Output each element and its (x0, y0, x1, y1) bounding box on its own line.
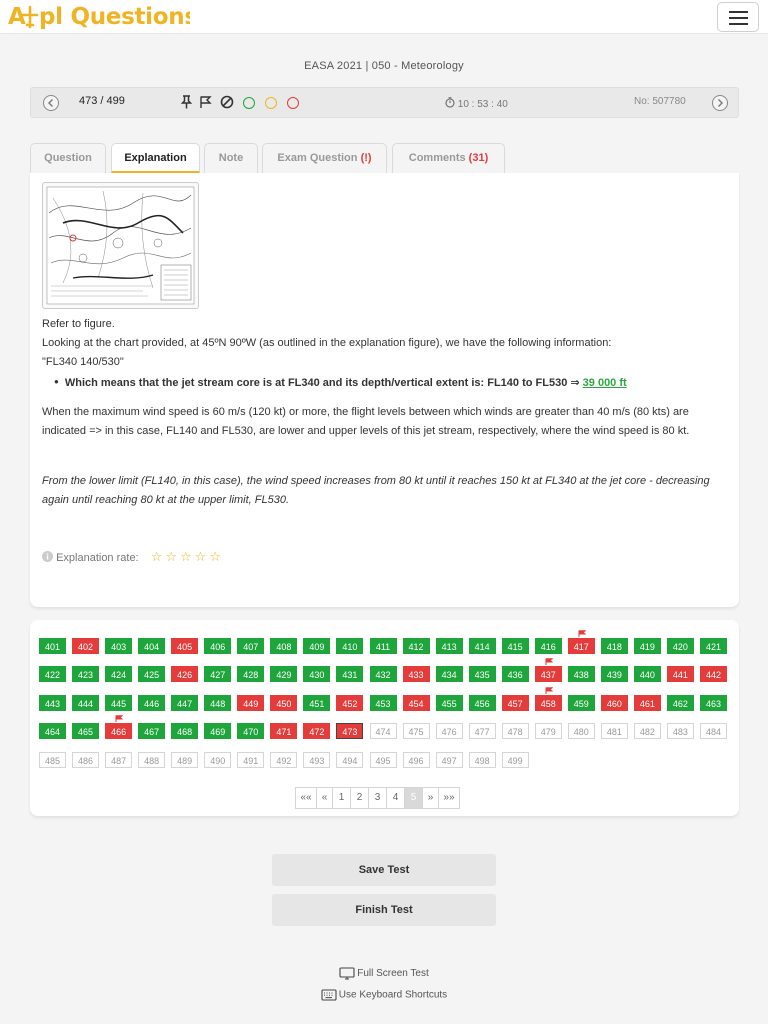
question-number-412[interactable]: 412 (403, 638, 430, 654)
top-navbar (0, 0, 768, 34)
flag-icon (545, 687, 553, 693)
answer-link[interactable]: 39 000 ft (582, 377, 627, 389)
question-number-459[interactable]: 459 (568, 695, 595, 711)
tab-question[interactable]: Question (30, 143, 106, 173)
next-question-button[interactable] (712, 95, 728, 111)
explanation-italic-note: From the lower limit (FL140, in this case), the wind speed increases from 80 kt until it reaches 150 kt at FL340 at the jet core - decreasing again until reaching 80 kt at the upper limit, FL530. (42, 475, 710, 506)
page-button-3[interactable]: 2 (350, 787, 369, 809)
question-number-492[interactable]: 492 (270, 752, 297, 768)
question-number-489[interactable]: 489 (171, 752, 198, 768)
question-number-415[interactable]: 415 (502, 638, 529, 654)
question-toolbar (30, 87, 739, 118)
fullscreen-link[interactable]: Full Screen Test (0, 967, 768, 980)
question-number-444[interactable]: 444 (72, 695, 99, 711)
ban-button[interactable] (220, 95, 234, 112)
question-number-429[interactable]: 429 (270, 666, 297, 682)
question-navigator (30, 620, 739, 816)
flag-icon (115, 715, 123, 721)
page-button-6[interactable]: 5 (404, 787, 423, 809)
question-number-482[interactable]: 482 (634, 723, 661, 739)
question-number-454[interactable]: 454 (403, 695, 430, 711)
question-number-484[interactable]: 484 (700, 723, 727, 739)
question-number-470[interactable]: 470 (237, 723, 264, 739)
question-number-474[interactable]: 474 (370, 723, 397, 739)
question-number-485[interactable]: 485 (39, 752, 66, 768)
question-number-494[interactable]: 494 (336, 752, 363, 768)
question-number-467[interactable]: 467 (138, 723, 165, 739)
star-2-icon[interactable]: ☆ (165, 549, 177, 564)
question-number-436[interactable]: 436 (502, 666, 529, 682)
question-number-407[interactable]: 407 (237, 638, 264, 654)
question-number-432[interactable]: 432 (370, 666, 397, 682)
question-number-455[interactable]: 455 (436, 695, 463, 711)
question-number-423[interactable]: 423 (72, 666, 99, 682)
question-number-402[interactable]: 402 (72, 638, 99, 654)
question-number-403[interactable]: 403 (105, 638, 132, 654)
page-button-8[interactable]: »» (438, 787, 460, 809)
flag-icon (578, 630, 586, 636)
question-number-439[interactable]: 439 (601, 666, 628, 682)
question-number-495[interactable]: 495 (370, 752, 397, 768)
flag-button[interactable] (199, 95, 212, 112)
question-number-420[interactable]: 420 (667, 638, 694, 654)
exam-question-badge: (!) (360, 152, 372, 164)
menu-toggle-button[interactable] (717, 2, 759, 32)
star-1-icon[interactable]: ☆ (150, 549, 163, 564)
info-icon (42, 551, 53, 562)
question-number-462[interactable]: 462 (667, 695, 694, 711)
question-number-408[interactable]: 408 (270, 638, 297, 654)
question-number-419[interactable]: 419 (634, 638, 661, 654)
comments-count-badge: (31) (468, 152, 489, 164)
question-number-468[interactable]: 468 (171, 723, 198, 739)
chevron-left-icon (44, 96, 58, 110)
question-number-405[interactable]: 405 (171, 638, 198, 654)
question-number-490[interactable]: 490 (204, 752, 231, 768)
question-number-477[interactable]: 477 (469, 723, 496, 739)
question-number-449[interactable]: 449 (237, 695, 264, 711)
page-button-4[interactable]: 3 (368, 787, 387, 809)
question-number-493[interactable]: 493 (303, 752, 330, 768)
question-number-424[interactable]: 424 (105, 666, 132, 682)
question-number-479[interactable]: 479 (535, 723, 562, 739)
tab-explanation[interactable]: Explanation (111, 143, 200, 173)
mark-red-circle[interactable] (287, 97, 299, 109)
question-number-421[interactable]: 421 (700, 638, 727, 654)
question-number-465[interactable]: 465 (72, 723, 99, 739)
question-number-475[interactable]: 475 (403, 723, 430, 739)
mark-green-circle[interactable] (243, 97, 255, 109)
question-number-448[interactable]: 448 (204, 695, 231, 711)
brand-logo[interactable] (8, 1, 190, 37)
question-number-401[interactable]: 401 (39, 638, 66, 654)
question-number-472[interactable]: 472 (303, 723, 330, 739)
page-button-5[interactable]: 4 (386, 787, 405, 809)
question-number-418[interactable]: 418 (601, 638, 628, 654)
question-number-406[interactable]: 406 (204, 638, 231, 654)
question-number-478[interactable]: 478 (502, 723, 529, 739)
svg-text:pl Questions: pl Questions (39, 4, 190, 30)
question-number-480[interactable]: 480 (568, 723, 595, 739)
question-number-440[interactable]: 440 (634, 666, 661, 682)
question-number-476[interactable]: 476 (436, 723, 463, 739)
tab-note[interactable]: Note (204, 143, 258, 173)
question-number-413[interactable]: 413 (436, 638, 463, 654)
question-number-466[interactable]: 466 (105, 723, 132, 739)
page-button-0[interactable]: «« (295, 787, 317, 809)
star-5-icon[interactable]: ☆ (209, 549, 221, 564)
question-number-463[interactable]: 463 (700, 695, 727, 711)
question-number-441[interactable]: 441 (667, 666, 694, 682)
question-number-437[interactable]: 437 (535, 666, 562, 682)
finish-test-button[interactable]: Finish Test (272, 894, 496, 926)
explanation-paragraph: When the maximum wind speed is 60 m/s (120 kt) or more, the flight levels between which winds are greater than 40 m/s (80 kts) are indicated => in this case, FL140 and FL530, are lower and upper levels of this jet stream, respectively, where the wind speed is 80 kt. (42, 406, 690, 437)
explanation-line-1: Refer to figure. (42, 318, 115, 330)
question-number-411[interactable]: 411 (370, 638, 397, 654)
ban-icon (220, 95, 234, 109)
question-number-446[interactable]: 446 (138, 695, 165, 711)
tab-exam-question[interactable]: Exam Question (!) (262, 143, 387, 173)
svg-text:A: A (8, 4, 26, 30)
question-number-473[interactable]: 473 (336, 723, 363, 739)
question-number-410[interactable]: 410 (336, 638, 363, 654)
question-number-422[interactable]: 422 (39, 666, 66, 682)
star-4-icon[interactable]: ☆ (194, 549, 207, 564)
question-number-464[interactable]: 464 (39, 723, 66, 739)
keyboard-shortcuts-link[interactable]: Use Keyboard Shortcuts (0, 989, 768, 1001)
question-number-438[interactable]: 438 (568, 666, 595, 682)
question-number-434[interactable]: 434 (436, 666, 463, 682)
subject-title: EASA 2021 | 050 - Meteorology (304, 60, 464, 72)
question-number-496[interactable]: 496 (403, 752, 430, 768)
question-number-442[interactable]: 442 (700, 666, 727, 682)
explanation-line-2: Looking at the chart provided, at 45ºN 90ºW (as outlined in the explanation figure), we have the following information: (42, 337, 612, 349)
monitor-icon (339, 967, 355, 980)
question-number-409[interactable]: 409 (303, 638, 330, 654)
question-number-430[interactable]: 430 (303, 666, 330, 682)
question-number-417[interactable]: 417 (568, 638, 595, 654)
question-number-481[interactable]: 481 (601, 723, 628, 739)
page-button-7[interactable]: » (422, 787, 439, 809)
question-number-458[interactable]: 458 (535, 695, 562, 711)
keyboard-icon (321, 989, 337, 1001)
question-number-428[interactable]: 428 (237, 666, 264, 682)
explanation-bullet: ● Which means that the jet stream core is at FL340 and its depth/vertical extent is: FL140 to FL530 ⇒ 39 000 ft (54, 377, 627, 389)
explanation-figure-thumbnail[interactable] (42, 182, 199, 309)
question-number-435[interactable]: 435 (469, 666, 496, 682)
rating-label: Explanation rate: (56, 552, 139, 564)
pin-button[interactable] (181, 95, 192, 112)
previous-question-button[interactable] (43, 95, 59, 111)
question-number-404[interactable]: 404 (138, 638, 165, 654)
question-counter: 473 / 499 (79, 95, 125, 107)
question-id: No: 507780 (634, 96, 686, 107)
question-number-443[interactable]: 443 (39, 695, 66, 711)
question-number-416[interactable]: 416 (535, 638, 562, 654)
hamburger-icon (729, 11, 748, 13)
mark-yellow-circle[interactable] (265, 97, 277, 109)
question-number-414[interactable]: 414 (469, 638, 496, 654)
question-number-447[interactable]: 447 (171, 695, 198, 711)
question-number-483[interactable]: 483 (667, 723, 694, 739)
question-number-498[interactable]: 498 (469, 752, 496, 768)
flag-icon (199, 95, 212, 109)
weather-chart-image (43, 183, 198, 308)
question-number-469[interactable]: 469 (204, 723, 231, 739)
question-number-460[interactable]: 460 (601, 695, 628, 711)
question-number-461[interactable]: 461 (634, 695, 661, 711)
explanation-rating (42, 549, 221, 565)
question-number-433[interactable]: 433 (403, 666, 430, 682)
question-number-451[interactable]: 451 (303, 695, 330, 711)
question-number-457[interactable]: 457 (502, 695, 529, 711)
question-number-487[interactable]: 487 (105, 752, 132, 768)
star-3-icon[interactable]: ☆ (180, 549, 192, 564)
question-number-426[interactable]: 426 (171, 666, 198, 682)
tab-comments[interactable]: Comments (31) (392, 143, 505, 173)
question-number-452[interactable]: 452 (336, 695, 363, 711)
logo-graphic (8, 1, 190, 31)
page-button-2[interactable]: 1 (332, 787, 351, 809)
question-number-471[interactable]: 471 (270, 723, 297, 739)
stopwatch-icon (445, 97, 455, 108)
explanation-line-3: "FL340 140/530" (42, 356, 124, 368)
question-number-453[interactable]: 453 (370, 695, 397, 711)
question-number-445[interactable]: 445 (105, 695, 132, 711)
flag-icon (545, 658, 553, 664)
question-number-499[interactable]: 499 (502, 752, 529, 768)
question-number-431[interactable]: 431 (336, 666, 363, 682)
timer-value: 10 : 53 : 40 (457, 99, 508, 110)
explanation-panel (30, 173, 739, 607)
question-number-450[interactable]: 450 (270, 695, 297, 711)
timer (445, 97, 508, 110)
question-number-456[interactable]: 456 (469, 695, 496, 711)
question-number-488[interactable]: 488 (138, 752, 165, 768)
save-test-button[interactable]: Save Test (272, 854, 496, 886)
question-number-427[interactable]: 427 (204, 666, 231, 682)
question-number-491[interactable]: 491 (237, 752, 264, 768)
question-number-497[interactable]: 497 (436, 752, 463, 768)
pin-icon (181, 95, 192, 109)
question-number-486[interactable]: 486 (72, 752, 99, 768)
page-button-1[interactable]: « (316, 787, 333, 809)
chevron-right-icon (713, 96, 727, 110)
question-number-425[interactable]: 425 (138, 666, 165, 682)
